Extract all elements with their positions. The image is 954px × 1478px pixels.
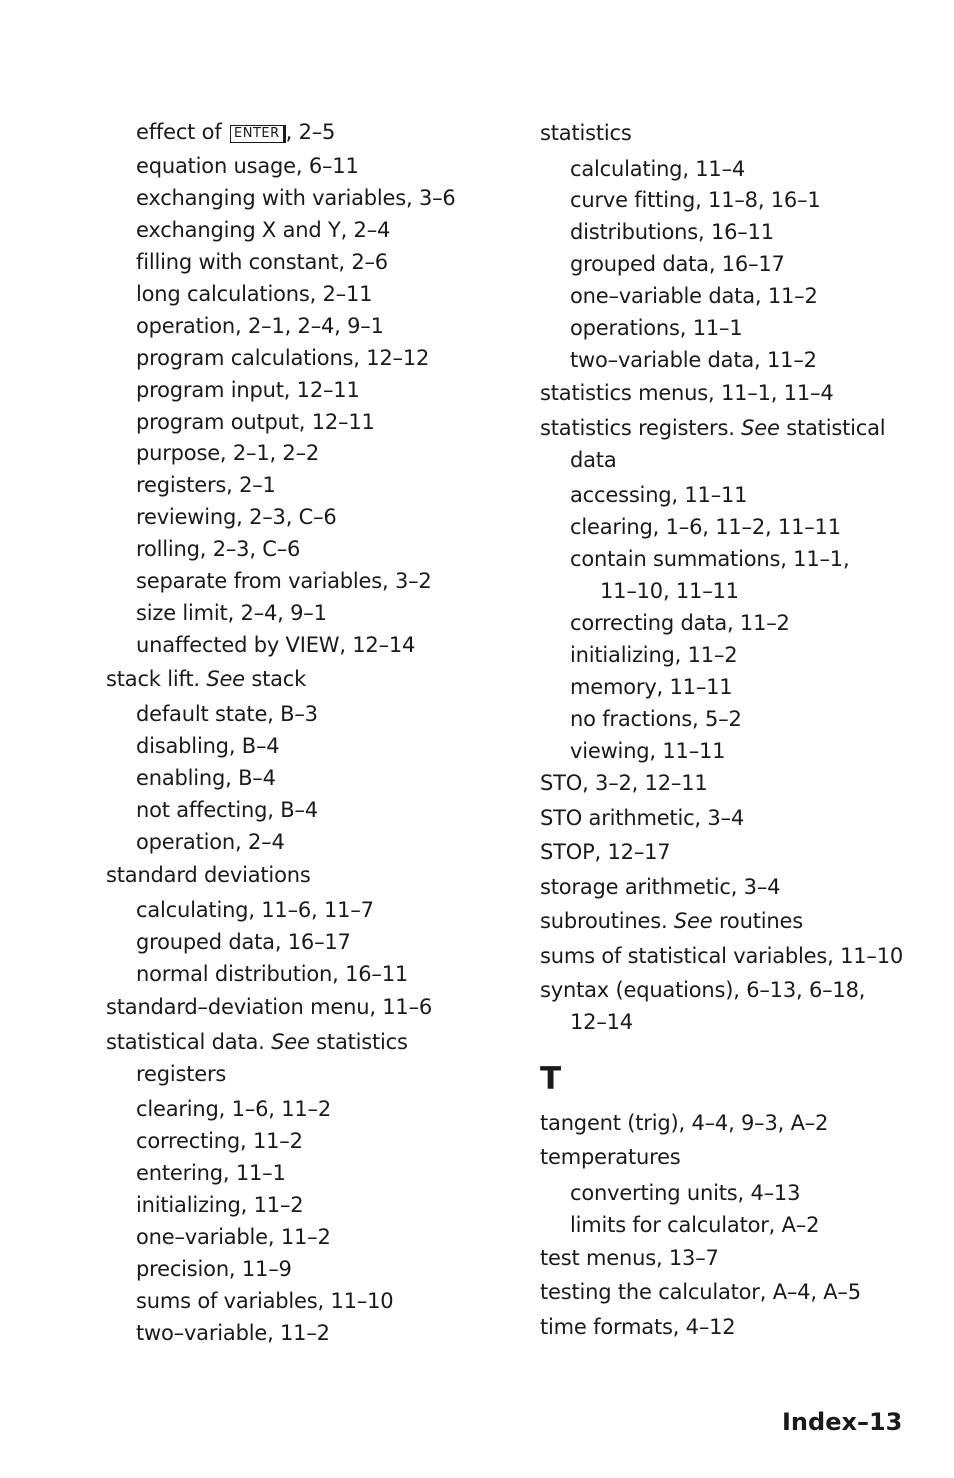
index-subentry — [136, 120, 335, 144]
section-letter-heading: T — [540, 1061, 562, 1097]
entry-term: stack lift. — [106, 667, 207, 691]
index-subentry: unaffected by VIEW, 12–14 — [136, 633, 416, 657]
index-subentry: operation, 2–1, 2–4, 9–1 — [136, 314, 384, 338]
index-subentry: disabling, B–4 — [136, 734, 280, 758]
index-subentry: size limit, 2–4, 9–1 — [136, 601, 327, 625]
index-subentry: distributions, 16–11 — [570, 220, 774, 244]
subentry-pages: , 2–5 — [285, 120, 336, 144]
index-subentry: grouped data, 16–17 — [136, 930, 351, 954]
index-subentry: equation usage, 6–11 — [136, 154, 359, 178]
index-subentry: normal distribution, 16–11 — [136, 962, 409, 986]
index-entry-storage-arithmetic: storage arithmetic, 3–4 — [540, 875, 781, 899]
index-entry-sto-arithmetic: STO arithmetic, 3–4 — [540, 806, 745, 830]
index-entry-continuation: 12–14 — [570, 1010, 633, 1034]
index-subentry: operation, 2–4 — [136, 830, 285, 854]
index-subentry: sums of variables, 11–10 — [136, 1289, 394, 1313]
see-target: statistics — [309, 1030, 408, 1054]
entry-term: subroutines. — [540, 909, 674, 933]
index-subentry: not affecting, B–4 — [136, 798, 318, 822]
see-reference: See — [271, 1030, 310, 1054]
index-subentry: clearing, 1–6, 11–2 — [136, 1097, 331, 1121]
see-target: stack — [244, 667, 307, 691]
index-entry-continuation: data — [570, 448, 617, 472]
enter-key-icon: ENTER — [230, 125, 286, 143]
see-target: routines — [712, 909, 803, 933]
index-subentry: one–variable, 11–2 — [136, 1225, 331, 1249]
index-subentry: precision, 11–9 — [136, 1257, 292, 1281]
index-subentry: converting units, 4–13 — [570, 1181, 801, 1205]
index-entry-statistical-data — [106, 1030, 408, 1054]
index-subentry: calculating, 11–4 — [570, 157, 746, 181]
index-subentry: program output, 12–11 — [136, 410, 375, 434]
index-subentry: calculating, 11–6, 11–7 — [136, 898, 374, 922]
index-subentry: exchanging with variables, 3–6 — [136, 186, 456, 210]
page-number: Index–13 — [782, 1408, 903, 1436]
index-entry-tangent: tangent (trig), 4–4, 9–3, A–2 — [540, 1111, 829, 1135]
index-subentry: default state, B–3 — [136, 702, 318, 726]
index-subentry: operations, 11–1 — [570, 316, 743, 340]
index-subentry: enabling, B–4 — [136, 766, 276, 790]
index-subentry: filling with constant, 2–6 — [136, 250, 388, 274]
index-entry-syntax: syntax (equations), 6–13, 6–18, — [540, 978, 866, 1002]
index-subentry: clearing, 1–6, 11–2, 11–11 — [570, 515, 841, 539]
index-subentry-continuation: 11–10, 11–11 — [600, 579, 739, 603]
index-subentry: purpose, 2–1, 2–2 — [136, 441, 320, 465]
index-subentry: reviewing, 2–3, C–6 — [136, 505, 337, 529]
index-subentry: rolling, 2–3, C–6 — [136, 537, 301, 561]
see-reference: See — [741, 416, 780, 440]
see-reference: See — [206, 667, 245, 691]
index-subentry: program calculations, 12–12 — [136, 346, 430, 370]
index-entry-statistics-menus: statistics menus, 11–1, 11–4 — [540, 381, 834, 405]
index-subentry: program input, 12–11 — [136, 378, 360, 402]
index-entry-continuation: registers — [136, 1062, 227, 1086]
subentry-text: effect of — [136, 120, 228, 144]
index-entry-time-formats: time formats, 4–12 — [540, 1315, 736, 1339]
index-subentry: memory, 11–11 — [570, 675, 733, 699]
index-subentry: correcting data, 11–2 — [570, 611, 790, 635]
index-entry-temperatures: temperatures — [540, 1145, 681, 1169]
index-subentry: viewing, 11–11 — [570, 739, 726, 763]
index-subentry: curve fitting, 11–8, 16–1 — [570, 188, 821, 212]
index-subentry: one–variable data, 11–2 — [570, 284, 818, 308]
index-subentry: contain summations, 11–1, — [570, 547, 850, 571]
index-subentry: accessing, 11–11 — [570, 483, 748, 507]
entry-term: statistical data. — [106, 1030, 272, 1054]
entry-term: statistics registers. — [540, 416, 742, 440]
index-entry-stop: STOP, 12–17 — [540, 840, 671, 864]
index-subentry: two–variable data, 11–2 — [570, 348, 817, 372]
index-entry-sums: sums of statistical variables, 11–10 — [540, 944, 904, 968]
index-subentry: exchanging X and Y, 2–4 — [136, 218, 391, 242]
index-subentry: long calculations, 2–11 — [136, 282, 373, 306]
index-subentry: no fractions, 5–2 — [570, 707, 742, 731]
index-subentry: correcting, 11–2 — [136, 1129, 303, 1153]
index-entry-statistics: statistics — [540, 121, 632, 145]
index-entry-stack-lift — [106, 667, 306, 691]
see-reference: See — [673, 909, 713, 933]
index-entry-std-menu: standard–deviation menu, 11–6 — [106, 995, 433, 1019]
index-entry-standard-deviations: standard deviations — [106, 863, 311, 887]
see-target: statistical — [779, 416, 886, 440]
index-entry-test-menus: test menus, 13–7 — [540, 1246, 719, 1270]
index-subentry: entering, 11–1 — [136, 1161, 286, 1185]
index-subentry: initializing, 11–2 — [136, 1193, 304, 1217]
index-subentry: separate from variables, 3–2 — [136, 569, 432, 593]
index-entry-statistics-registers — [540, 416, 885, 440]
index-subentry: two–variable, 11–2 — [136, 1321, 330, 1345]
index-entry-testing: testing the calculator, A–4, A–5 — [540, 1280, 861, 1304]
index-entry-subroutines — [540, 909, 803, 933]
index-subentry: grouped data, 16–17 — [570, 252, 785, 276]
index-subentry: registers, 2–1 — [136, 473, 276, 497]
index-subentry: limits for calculator, A–2 — [570, 1213, 820, 1237]
index-subentry: initializing, 11–2 — [570, 643, 738, 667]
index-entry-sto: STO, 3–2, 12–11 — [540, 771, 708, 795]
